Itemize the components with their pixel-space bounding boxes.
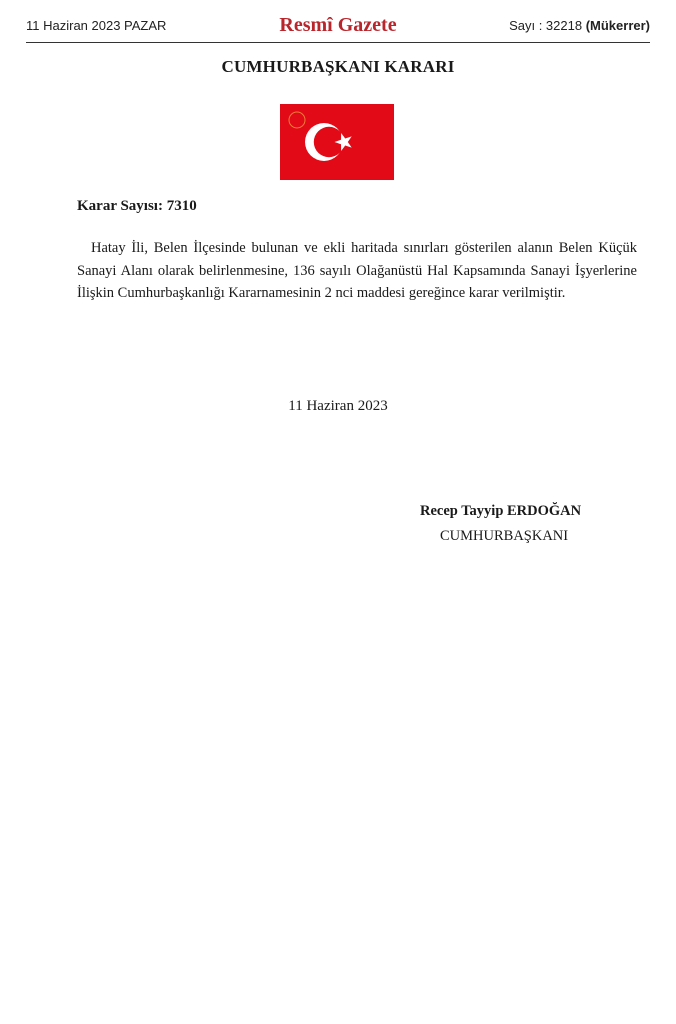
issue-number	[509, 18, 650, 33]
turkish-flag-icon	[280, 104, 394, 180]
header-date: 11 Haziran 2023 PAZAR	[26, 18, 167, 33]
signatory-name: Recep Tayyip ERDOĞAN	[420, 503, 582, 519]
signatory-title: CUMHURBAŞKANI	[440, 528, 569, 544]
decision-body: Hatay İli, Belen İlçesinde bulunan ve ekli haritada sınırları gösterilen alanın Belen Küçük Sanayi Alanı olarak belirlenmesine, 136 sayılı Olağanüstü Hal Kapsamında Sanayi İşyerlerine İlişkin Cumhurbaşkanlığı Kararnamesinin 2 nci maddesi gereğince karar verilmiştir.	[77, 240, 637, 301]
decision-date: 11 Haziran 2023	[288, 398, 388, 414]
decision-number: Karar Sayısı: 7310	[77, 198, 197, 214]
issue-label: Sayı : 32218	[509, 18, 583, 33]
document-title: CUMHURBAŞKANI KARARI	[221, 57, 455, 76]
publication-title: Resmî Gazete	[279, 14, 397, 36]
gazette-header	[26, 12, 650, 43]
issue-note: (Mükerrer)	[585, 18, 650, 33]
